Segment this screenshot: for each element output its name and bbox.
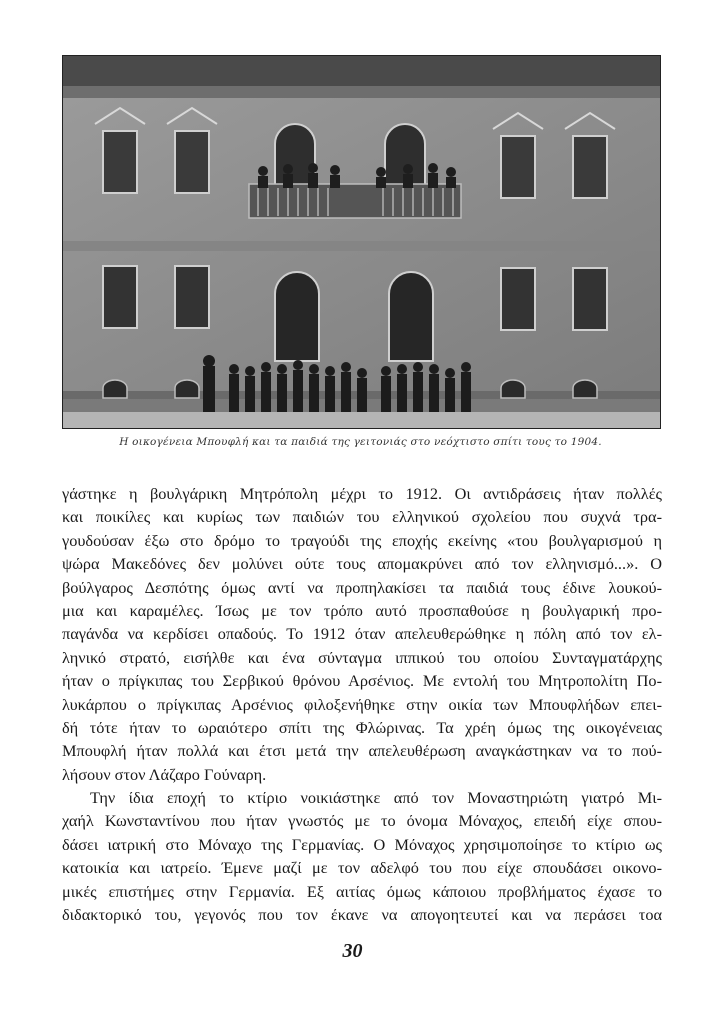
paragraph-1 (62, 482, 662, 786)
archival-photo (62, 55, 661, 429)
text-line: μικές επιστήμες στην Γερμανία. Εξ αιτίας όμως κάποιου προβλήματος έχασε το (62, 881, 662, 901)
house-photo-illustration (63, 56, 660, 428)
text-line: ληνικό στρατό, εισήλθε και ένα σύνταγμα ιππικού του οποίου Συνταγματάρχης (62, 647, 662, 667)
text-line: χαήλ Κωνσταντίνου που ήταν γνωστός με το όνομα Μόναχος, επειδή είχε σπου- (62, 811, 662, 831)
body-text (62, 482, 662, 926)
text-line: ψώρα Μακεδόνες δεν μολύνει ούτε τους απομακρύνει από τον ελληνισμό...». Ο (62, 554, 662, 574)
photo-caption: Η οικογένεια Μπουφλή και τα παιδιά της γειτονιάς στο νεόχτιστο σπίτι τους το 1904. (119, 436, 602, 448)
text-line: δή τότε ήταν το ωραιότερο σπίτι της Φλώρινας. Τα χρέη όμως της οικογένειας (62, 717, 662, 737)
text-line: λυκάρπου ο πρίγκιπας Αρσένιος φιλοξενήθηκε στην οικία των Μπουφλήδων επει- (62, 694, 662, 714)
page-number: 30 (342, 940, 363, 962)
text-line: κατοικία και ιατρείο. Έμενε μαζί με τον αδελφό του που είχε σπουδάσει οικονο- (62, 858, 662, 878)
text-line: ήταν ο πρίγκιπας του Σερβικού θρόνου Αρσένιος. Με εντολή του Μητροπολίτη Πο- (62, 671, 662, 691)
text-line: μια και καραμέλες. Ίσως με τον τρόπο αυτό προσπαθούσε η βουλγαρική προ- (62, 600, 662, 620)
text-line: και ποικίλες και κυρίως των παιδιών του ελληνικού σχολείου που συχνά τρα- (62, 507, 662, 527)
text-line: διδακτορικό του, γεγονός που τον έκανε να απογοητευτεί και να περάσει τοα (62, 905, 662, 925)
text-line: γουδούσαν έξω στο δρόμο το τραγούδι της εποχής εκείνης «του βουλγαρισμού η (62, 530, 662, 550)
paragraph-2 (62, 786, 662, 926)
text-line: Μπουφλή ήταν πολλά και έτσι μετά την απελευθέρωση αναγκάστηκαν να το πού- (62, 741, 662, 761)
text-line: Την ίδια εποχή το κτίριο νοικιάστηκε από τον Μοναστηριώτη γιατρό Μι- (90, 788, 662, 808)
text-line: παγάνδα να κερδίσει οπαδούς. Το 1912 όταν απελευθερώθηκε η πόλη από τον ελ- (62, 624, 662, 644)
text-line: βούλγαρος Δεσπότης όμως αντί να προπηλακίσει τα παιδιά τους έδινε λουκού- (62, 577, 662, 597)
text-line: λήσουν στον Λάζαρο Γούναρη. (62, 764, 267, 784)
text-line: δάσει ιατρική στο Μόναχο της Γερμανίας. Ο Μόναχος χρησιμοποίησε το κτίριο ως (62, 834, 662, 854)
text-line: γάστηκε η βουλγάρικη Μητρόπολη μέχρι το 1912. Οι αντιδράσεις ήταν πολλές (62, 484, 662, 503)
